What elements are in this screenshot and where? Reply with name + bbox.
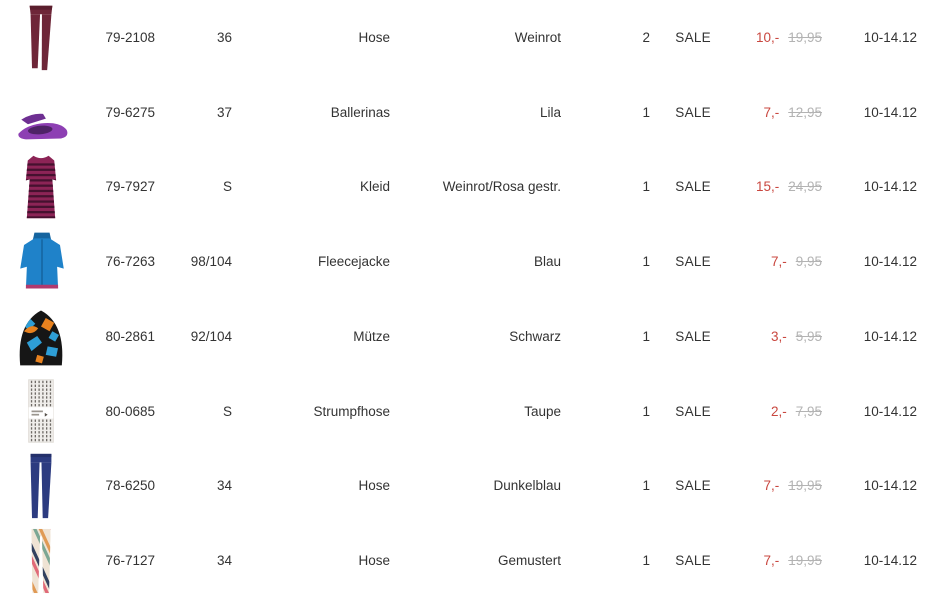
table-row[interactable] [0, 75, 934, 150]
sale-price: 7,- [763, 478, 780, 494]
table-row[interactable] [0, 523, 934, 598]
date-range-cell: 10-14.12 [863, 179, 917, 195]
quantity-cell: 2 [642, 29, 650, 45]
date-range-cell: 10-14.12 [863, 403, 917, 419]
striped-dress-photo[interactable] [0, 150, 85, 225]
sale-price: 7,- [770, 254, 787, 270]
color-cell: Dunkelblau [493, 478, 561, 494]
article-number-cell: 78-6250 [105, 478, 155, 494]
quantity-cell: 1 [642, 553, 650, 569]
sale-badge: SALE [675, 29, 711, 45]
article-number-cell: 79-7927 [105, 179, 155, 195]
wine-red-trousers-photo[interactable] [0, 0, 85, 75]
quantity-cell: 1 [642, 403, 650, 419]
sale-price: 15,- [755, 179, 780, 195]
quantity-cell: 1 [642, 328, 650, 344]
size-cell: 37 [216, 104, 232, 120]
quantity-cell: 1 [642, 478, 650, 494]
table-row[interactable] [0, 374, 934, 449]
product-type-cell: Fleecejacke [317, 254, 390, 270]
sale-price: 7,- [763, 553, 780, 569]
article-number-cell: 79-2108 [105, 29, 155, 45]
blue-fleece-jacket-photo[interactable] [0, 224, 85, 299]
price-cell [711, 254, 822, 269]
color-cell: Taupe [524, 403, 561, 419]
original-price: 5,95 [795, 328, 822, 344]
color-cell: Blau [533, 254, 561, 270]
table-row[interactable] [0, 0, 934, 75]
patterned-beanie-photo[interactable] [0, 299, 85, 374]
size-cell: 34 [216, 478, 232, 494]
sale-badge: SALE [675, 553, 711, 569]
table-row[interactable] [0, 449, 934, 524]
sale-badge: SALE [675, 328, 711, 344]
article-number-cell: 76-7263 [105, 254, 155, 270]
original-price: 19,95 [788, 553, 822, 569]
date-range-cell: 10-14.12 [863, 29, 917, 45]
price-cell [711, 30, 822, 45]
size-cell: 36 [216, 29, 232, 45]
original-price: 9,95 [795, 254, 822, 270]
color-cell: Schwarz [509, 328, 561, 344]
quantity-cell: 1 [642, 254, 650, 270]
color-cell: Gemustert [497, 553, 561, 569]
purple-ballerinas-photo[interactable] [0, 75, 85, 150]
color-cell: Weinrot/Rosa gestr. [442, 179, 561, 195]
sale-price: 3,- [770, 328, 787, 344]
size-cell: S [222, 179, 232, 195]
price-cell [711, 179, 822, 194]
quantity-cell: 1 [642, 179, 650, 195]
sale-badge: SALE [675, 403, 711, 419]
sale-price: 10,- [755, 29, 780, 45]
sale-price: 2,- [770, 403, 787, 419]
date-range-cell: 10-14.12 [863, 478, 917, 494]
date-range-cell: 10-14.12 [863, 328, 917, 344]
article-number-cell: 79-6275 [105, 104, 155, 120]
article-number-cell: 80-2861 [105, 328, 155, 344]
date-range-cell: 10-14.12 [863, 104, 917, 120]
original-price: 19,95 [788, 29, 822, 45]
sale-badge: SALE [675, 104, 711, 120]
size-cell: 98/104 [190, 254, 232, 270]
product-type-cell: Ballerinas [330, 104, 390, 120]
size-cell: 92/104 [190, 328, 232, 344]
original-price: 7,95 [795, 403, 822, 419]
size-cell: 34 [216, 553, 232, 569]
sale-badge: SALE [675, 179, 711, 195]
table-row[interactable] [0, 299, 934, 374]
article-number-cell: 80-0685 [105, 403, 155, 419]
sale-badge: SALE [675, 254, 711, 270]
table-row[interactable] [0, 150, 934, 225]
price-cell [711, 553, 822, 568]
product-type-cell: Strumpfhose [313, 403, 390, 419]
color-cell: Lila [539, 104, 561, 120]
sale-badge: SALE [675, 478, 711, 494]
product-type-cell: Hose [358, 553, 390, 569]
size-cell: S [222, 403, 232, 419]
price-cell [711, 105, 822, 120]
original-price: 12,95 [788, 104, 822, 120]
multicolor-leggings-photo[interactable] [0, 523, 85, 598]
color-cell: Weinrot [514, 29, 561, 45]
product-type-cell: Kleid [359, 179, 390, 195]
date-range-cell: 10-14.12 [863, 553, 917, 569]
navy-trousers-photo[interactable] [0, 449, 85, 524]
product-type-cell: Hose [358, 478, 390, 494]
product-type-cell: Mütze [353, 328, 390, 344]
price-cell [711, 478, 822, 493]
article-number-cell: 76-7127 [105, 553, 155, 569]
quantity-cell: 1 [642, 104, 650, 120]
product-type-cell: Hose [358, 29, 390, 45]
price-cell [711, 329, 822, 344]
sale-price: 7,- [763, 104, 780, 120]
original-price: 19,95 [788, 478, 822, 494]
price-cell [711, 404, 822, 419]
table-row[interactable] [0, 224, 934, 299]
date-range-cell: 10-14.12 [863, 254, 917, 270]
original-price: 24,95 [788, 179, 822, 195]
folded-tights-photo[interactable] [0, 374, 85, 449]
